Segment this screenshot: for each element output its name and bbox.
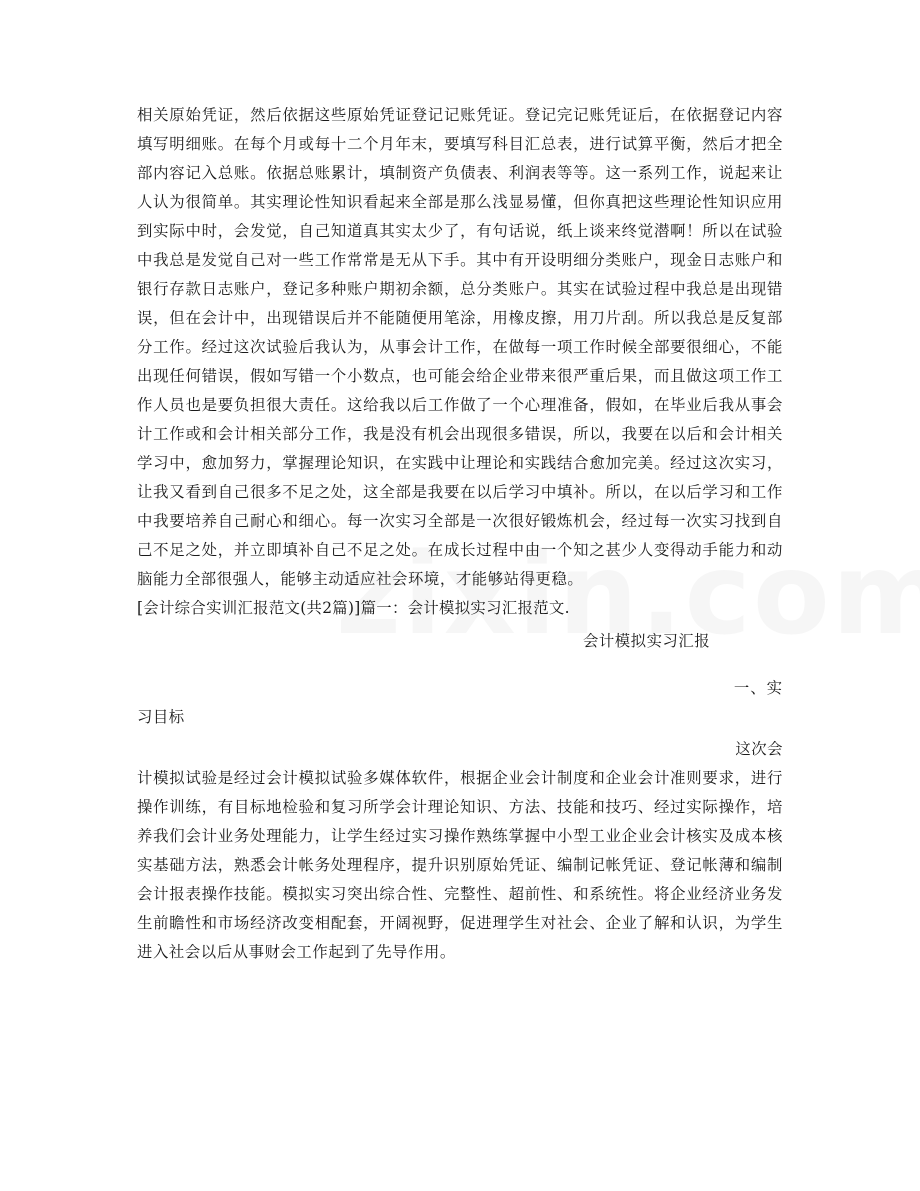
document-content — [137, 101, 783, 967]
body-paragraph-2: 计模拟试验是经过会计模拟试验多媒体软件，根据企业会计制度和企业会计准则要求，进行操作训练，有目标地检验和复习所学会计理论知识、方法、技能和技巧、经过实际操作，培养我们会计业务处理能力，让学生经过实习操作熟练掌握中小型工业企业会计核实及成本核实基础方法，熟悉会计帐务处理程序，提升识别原始凭证、编制记帐凭证、登记帐薄和编制会计报表操作技能。模拟实习突出综合性、完整性、超前性、和系统性。将企业经济业务发生前瞻性和市场经济改变相配套，开阔视野，促进理学生对社会、企业了解和认识，为学生进入社会以后从事财会工作起到了先导作用。 — [137, 769, 783, 961]
body-paragraph-1: 相关原始凭证，然后依据这些原始凭证登记记账凭证。登记完记账凭证后，在依据登记内容填写明细账。在每个月或每十二个月年末，要填写科目汇总表，进行试算平衡，然后才把全部内容记入总账。依据总账累计，填制资产负债表、利润表等等。这一系列工作，说起来让人认为很简单。其实理论性知识看起来全部是那么浅显易懂，但你真把这些理论性知识应用到实际中时，会发觉，自己知道真其实太少了，有句话说，纸上谈来终觉潜啊！所以在试验中我总是发觉自己对一些工作常常是无从下手。其中有开设明细分类账户，现金日志账户和银行存款日志账户，登记多种账户期初余额，总分类账户。其实在试验过程中我总是出现错误，但在会计中，出现错误后并不能随便用笔涂，用橡皮擦，用刀片刮。所以我总是反复部分工作。经过这次试验后我认为，从事会计工作，在做每一项工作时候全部要很细心，不能出现任何错误，假如写错一个小数点，也可能会给企业带来很严重后果，而且做这项工作工作人员也是要负担很大责任。这给我以后工作做了一个心理准备，假如，在毕业后我从事会计工作或和会计相关部分工作，我是没有机会出现很多错误，所以，我要在以后和会计相关学习中，愈加努力，掌握理论知识，在实践中让理论和实践结合愈加完美。经过这次实习，让我又看到自己很多不足之处，这全部是我要在以后学习中填补。所以，在以后学习和工作中我要培养自己耐心和细心。每一次实习全部是一次很好锻炼机会，经过每一次实习找到自己不足之处，并立即填补自己不足之处。在成长过程中由一个知之甚少人变得动手能力和动脑能力全部很强人，能够主动适应社会环境，才能够站得更稳。 — [137, 106, 783, 588]
section-heading-part2: 习目标 — [137, 708, 185, 726]
report-title: 会计模拟实习汇报 — [583, 632, 711, 650]
reference-line: [会计综合实训汇报范文(共2篇)]篇一：会计模拟实习汇报范文. — [137, 599, 570, 617]
section-lead: 这次会 — [735, 740, 783, 758]
section-heading-part1: 一、实 — [733, 679, 783, 697]
